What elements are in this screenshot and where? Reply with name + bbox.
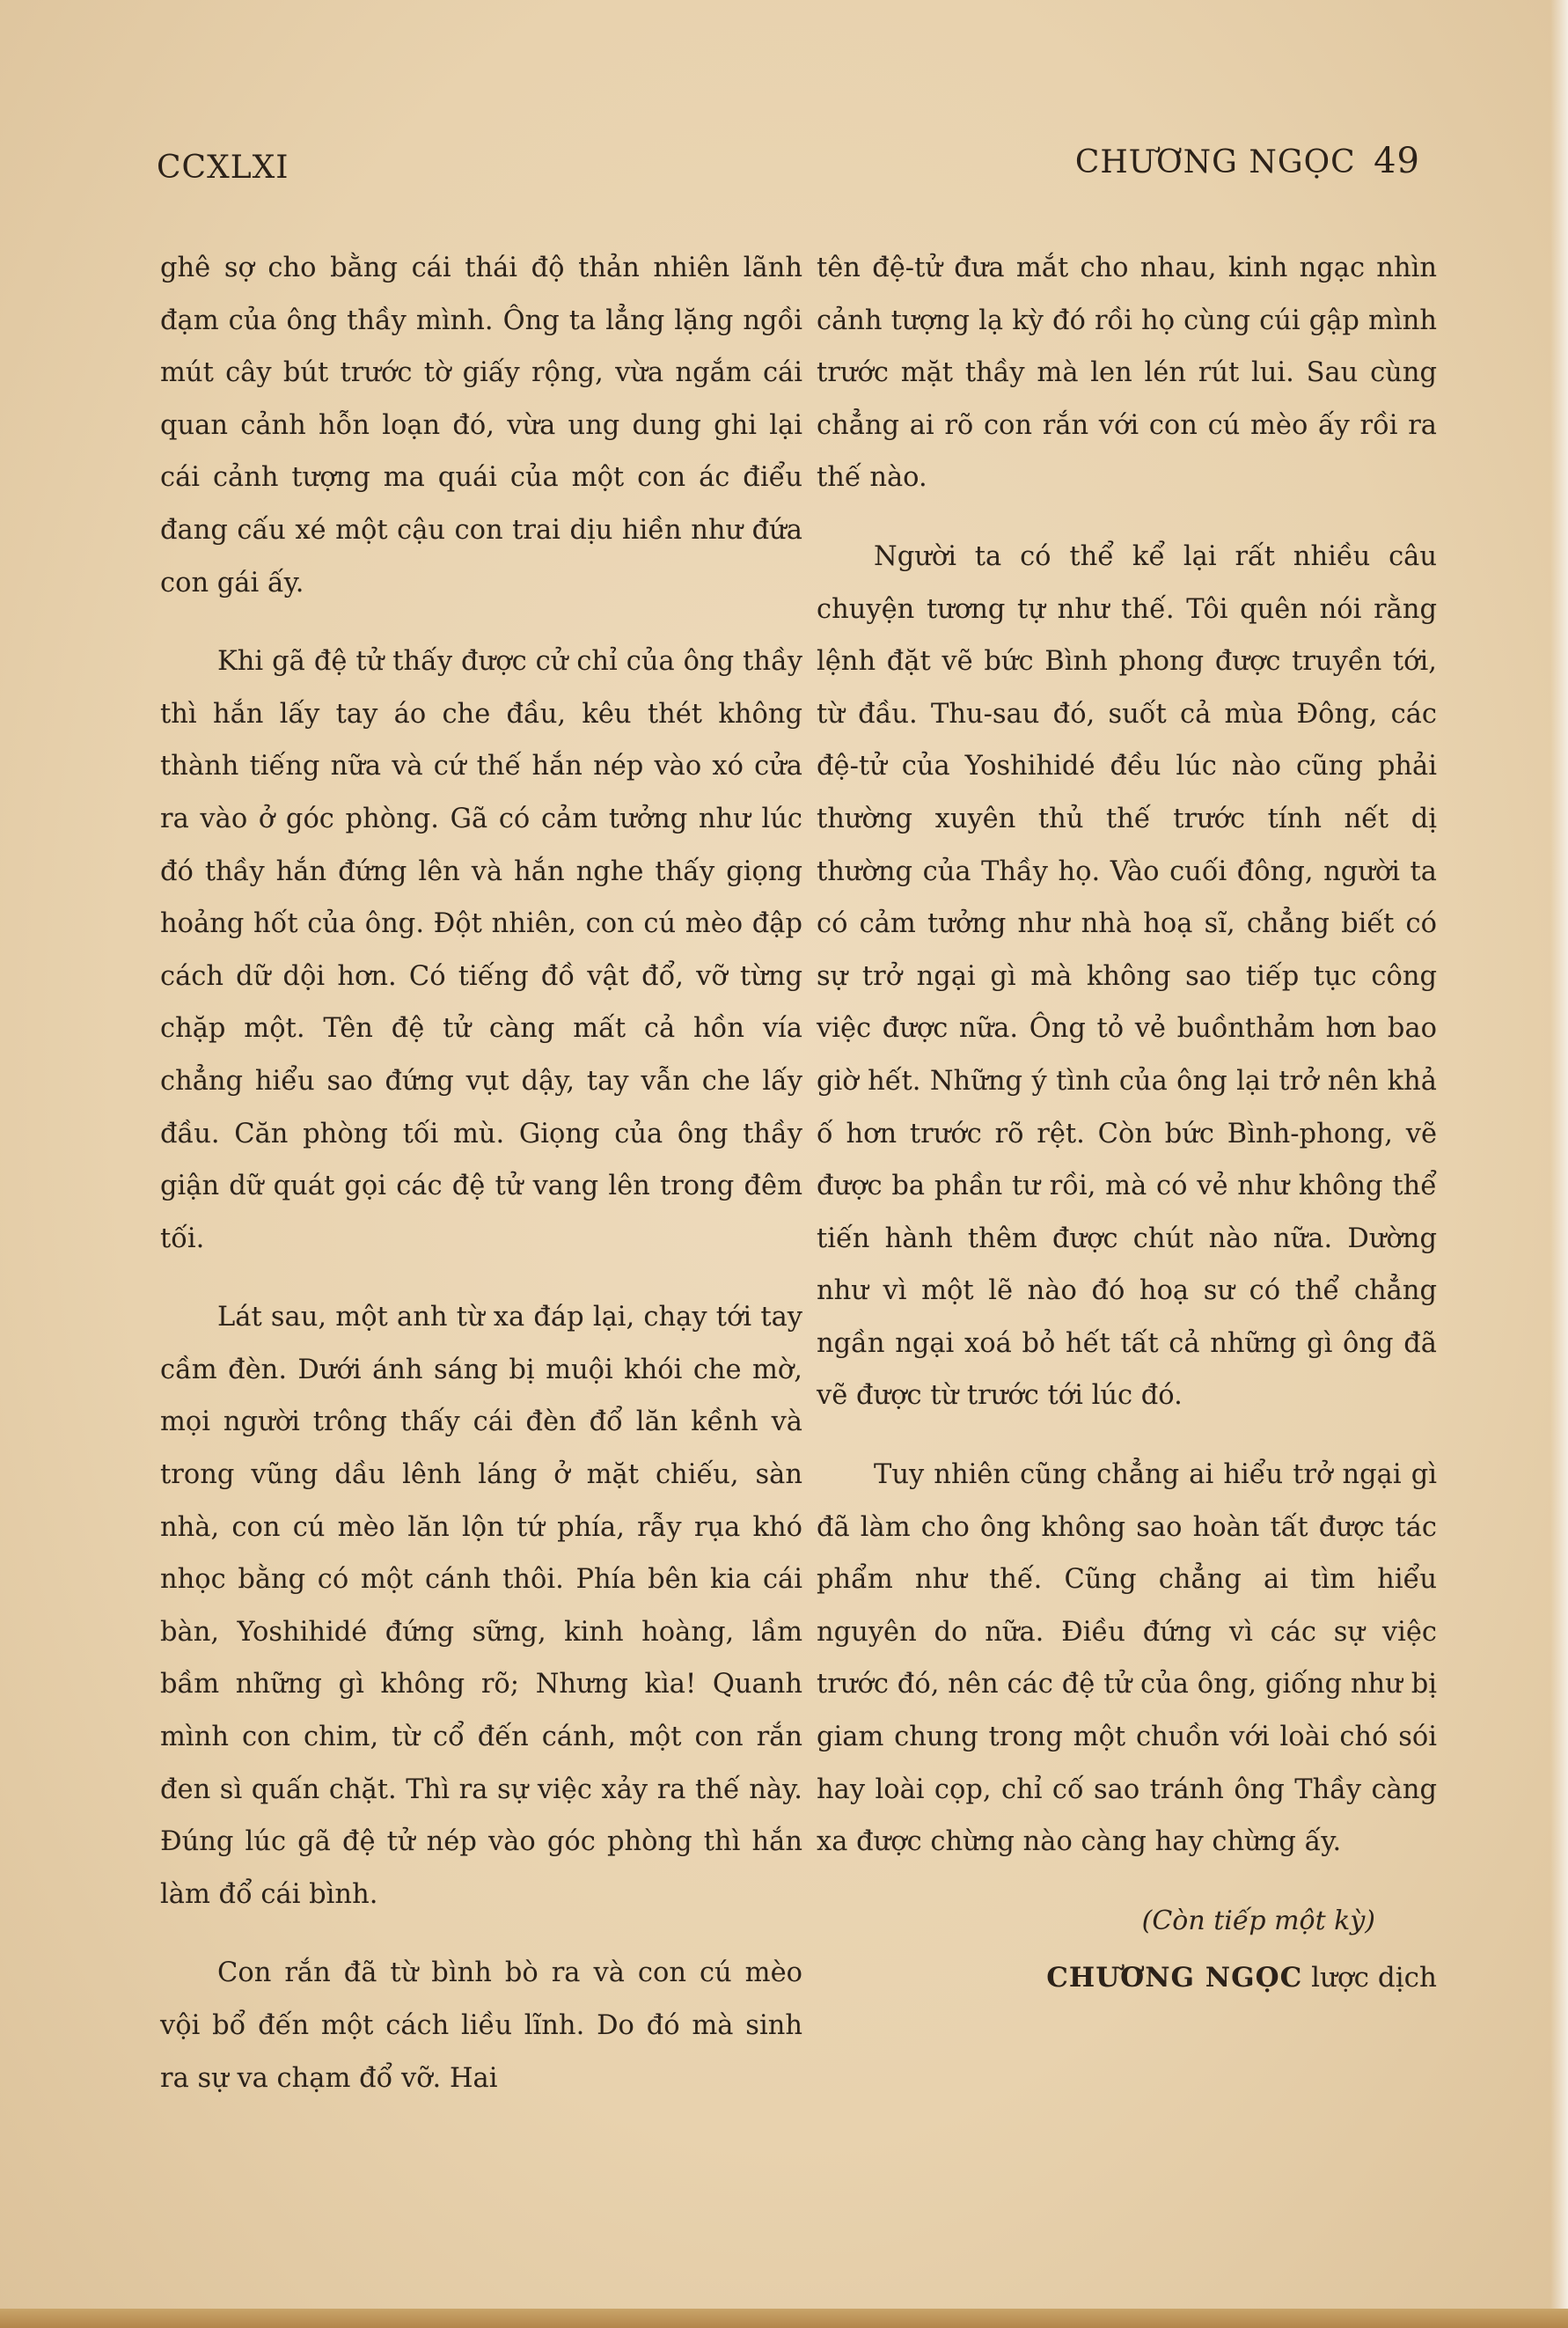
running-head — [1075, 141, 1420, 181]
page-header — [157, 141, 1420, 194]
paragraph: Con rắn đã từ bình bò ra và con cú mèo vội bổ đến một cách liều lĩnh. Do đó mà sinh ra sự va chạm đổ vỡ. Hai — [160, 1957, 802, 2094]
paragraph: ghê sợ cho bằng cái thái độ thản nhiên lãnh đạm của ông thầy mình. Ông ta lẳng lặng ngồi mút cây bút trước tờ giấy rộng, vừa ngắm cái quan cảnh hỗn loạn đó, vừa ung dung ghi lại cái cảnh tượng ma quái của một con ác điểu đang cấu xé một cậu con trai dịu hiền như đứa con gái ấy. — [160, 253, 802, 599]
translator-credit — [817, 1952, 1437, 2005]
translator-name: CHƯƠNG NGỌC — [1046, 1962, 1303, 1994]
paragraph: tên đệ-tử đưa mắt cho nhau, kinh ngạc nhìn cảnh tượng lạ kỳ đó rồi họ cùng cúi gập mình trước mặt thầy mà len lén rút lui. Sau cùng chẳng ai rõ con rắn với con cú mèo ấy rồi ra thế nào. — [817, 253, 1437, 494]
signoff — [817, 1895, 1437, 2005]
left-column — [160, 242, 802, 2131]
translator-role: lược dịch — [1311, 1962, 1437, 1994]
page-number: 49 — [1374, 141, 1420, 181]
to-be-continued-note: (Còn tiếp một kỳ) — [1141, 1905, 1375, 1936]
paragraph: Lát sau, một anh từ xa đáp lại, chạy tới tay cầm đèn. Dưới ánh sáng bị muội khói che mờ, mọi người trông thấy cái đèn đổ lăn kềnh và trong vũng dầu lênh láng ở mặt chiếu, sàn nhà, con cú mèo lăn lộn tứ phía, rẫy rụa khó nhọc bằng có một cánh thôi. Phía bên kia cái bàn, Yoshihidé đứng sững, kinh hoàng, lầm bầm những gì không rõ; Nhưng kìa! Quanh mình con chim, từ cổ đến cánh, một con rắn đen sì quấn chặt. Thì ra sự việc xảy ra thế này. Đúng lúc gã đệ tử nép vào góc phòng thì hắn làm đổ cái bình. — [160, 1302, 802, 1910]
paragraph: Người ta có thể kể lại rất nhiều câu chuyện tương tự như thế. Tôi quên nói rằng lệnh đặt vẽ bức Bình phong được truyền tới, từ đầu. Thu-sau đó, suốt cả mùa Đông, các đệ-tử của Yoshihidé đều lúc nào cũng phải thường xuyên thủ thế trước tính nết dị thường của Thầy họ. Vào cuối đông, người ta có cảm tưởng như nhà hoạ sĩ, chẳng biết có sự trở ngại gì mà không sao tiếp tục công việc được nữa. Ông tỏ vẻ buồnthảm hơn bao giờ hết. Những ý tình của ông lại trở nên khả ố hơn trước rõ rệt. Còn bức Bình-phong, vẽ được ba phần tư rồi, mà có vẻ như không thể tiến hành thêm được chút nào nữa. Dường như vì một lẽ nào đó hoạ sư có thể chẳng ngần ngại xoá bỏ hết tất cả những gì ông đã vẽ được từ trước tới lúc đó. — [817, 540, 1437, 1412]
page-bottom-edge — [0, 2309, 1568, 2328]
page-edge — [1550, 0, 1568, 2328]
chapter-roman-numeral: CCXLXI — [157, 150, 289, 186]
right-column — [817, 242, 1437, 2005]
paragraph: Khi gã đệ tử thấy được cử chỉ của ông thầy thì hắn lấy tay áo che đầu, kêu thét không thành tiếng nữa và cứ thế hắn nép vào xó cửa ra vào ở góc phòng. Gã có cảm tưởng như lúc đó thầy hắn đứng lên và hắn nghe thấy giọng hoảng hốt của ông. Đột nhiên, con cú mèo đập cách dữ dội hơn. Có tiếng đồ vật đổ, vỡ từng chặp một. Tên đệ tử càng mất cả hồn vía chẳng hiểu sao đứng vụt dậy, tay vẫn che lấy đầu. Căn phòng tối mù. Giọng của ông thầy giận dữ quát gọi các đệ tử vang lên trong đêm tối. — [160, 646, 802, 1254]
running-head-author: CHƯƠNG NGỌC — [1074, 144, 1356, 180]
paragraph: Tuy nhiên cũng chẳng ai hiểu trở ngại gì đã làm cho ông không sao hoàn tất được tác phẩm như thế. Cũng chẳng ai tìm hiểu nguyên do nữa. Điều đứng vì các sự việc trước đó, nên các đệ tử của ông, giống như bị giam chung trong một chuồn với loài chó sói hay loài cọp, chỉ cố sao tránh ông Thầy càng xa được chừng nào càng hay chừng ấy. — [817, 1459, 1437, 1858]
